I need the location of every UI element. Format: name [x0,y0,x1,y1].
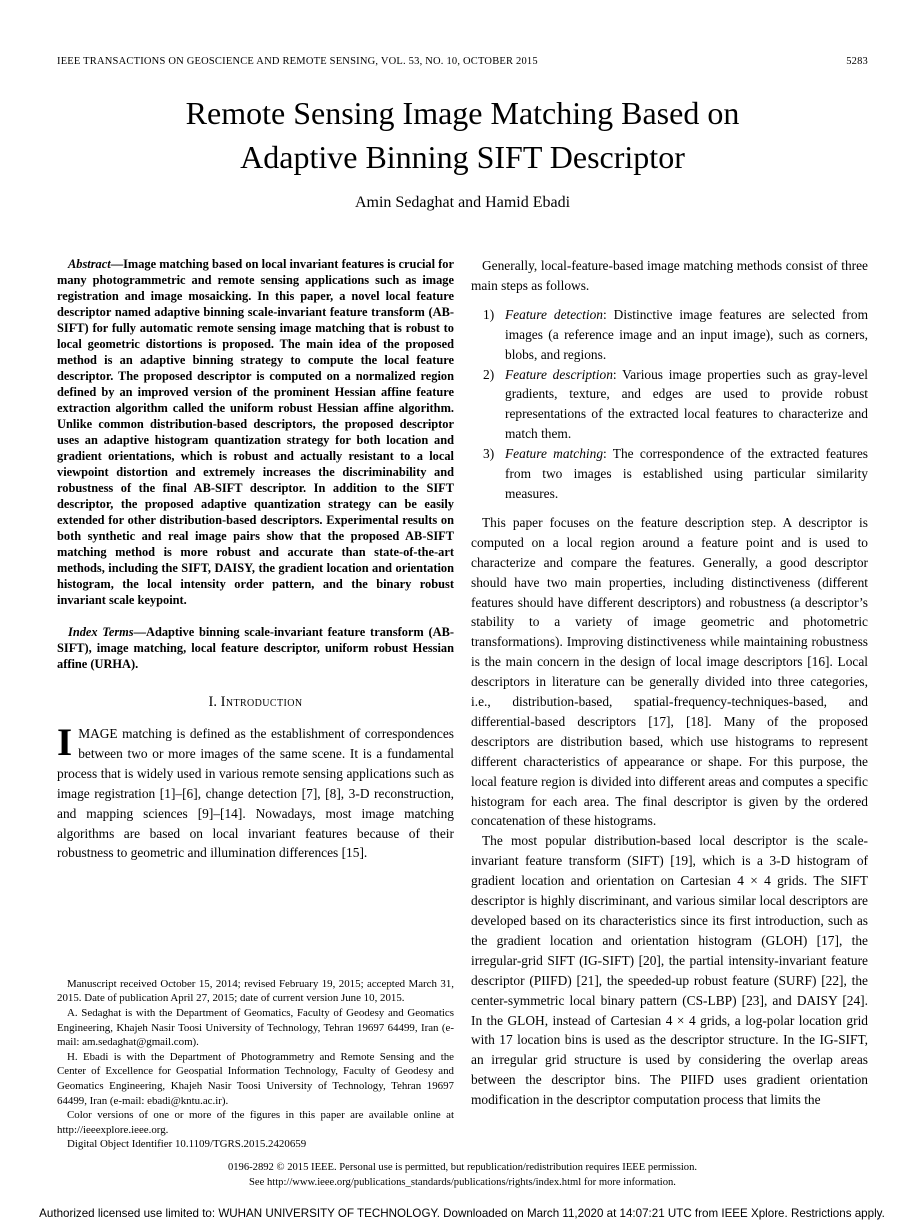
drop-cap: I [57,721,73,764]
abstract-label: Abstract [68,257,111,271]
rights-info-line: See http://www.ieee.org/publications_standards/publications/rights/index.html for more information. [249,1176,676,1188]
first-page-footnotes [57,977,454,1152]
footnote-author2-affiliation: H. Ebadi is with the Department of Photogrammetry and Remote Sensing and the Center of Excellence for Geospatial Information Technology, Faculty of Geodesy and Geomatics Engineering, Khajeh Nasir Toosi University of Technology, Tehran 19697 64499, Iran (e-mail: ebadi@kntu.ac.ir). [57,1050,454,1107]
copyright-footer [57,1161,868,1190]
list-item-feature-matching [471,444,868,504]
paragraph-steps-intro: Generally, local-feature-based image matching methods consist of three main steps as follows. [471,258,868,293]
paper-title-line1: Remote Sensing Image Matching Based on [185,95,740,131]
footnote-doi: Digital Object Identifier 10.1109/TGRS.2015.2420659 [67,1138,307,1151]
copyright-line: 0196-2892 © 2015 IEEE. Personal use is permitted, but republication/redistribution requires IEEE permission. [227,1162,698,1173]
list-number-2: 2) [483,366,495,382]
index-terms-text: —Adaptive binning scale-invariant feature transform (AB-SIFT), image matching, local feature descriptor, uniform robust Hessian affine (URHA). [57,625,454,671]
section-title: Introduction [220,694,303,710]
abstract-text: —Image matching based on local invariant features is crucial for many photogrammetric and remote sensing applications such as image registration and image mosaicking. In this paper, a novel local feature descriptor named adaptive binning scale-invariant feature transform (AB-SIFT) for fully automatic remote sensing image matching that is robust to local geometric distortions is proposed. The main idea of the proposed method is an adaptive binning strategy to compute the local feature descriptor. The proposed descriptor is computed on a normalized region defined by an improved version of the prominent Hessian affine feature extraction algorithm called the uniform robust Hessian affine algorithm. Unlike common distribution-based descriptors, the proposed descriptor uses an adaptive histogram quantization strategy for both location and gradient orientations, which is robust and actually resistant to a local viewpoint distortion and extremely increases the discriminability and robustness of the final AB-SIFT descriptor. In addition to the SIFT descriptor, the proposed adaptive quantization strategy can be easily extended for other distribution-based descriptors. Experimental results on both synthetic and real image pairs show that the proposed AB-SIFT matching method is more robust and accurate than state-of-the-art methods, including the SIFT, DAISY, the gradient location and orientation histogram, the local intensity order pattern, and the binary robust invariant scale keypoint. [57,257,454,607]
two-column-body [57,256,868,1152]
paragraph-sift-related-work: The most popular distribution-based local descriptor is the scale-invariant feature transform (SIFT) [19], which is a 3-D histogram of gradient location and orientation on Cartesian 4 × 4 grids. The SIFT descriptor is highly discriminant, and various similar local descriptors are developed based on its characteristics since its first introduction, such as the gradient location and orientation histogram (GLOH) [17], the irregular-grid SIFT (IG-SIFT) [20], the partial intensity-invariant feature descriptor (PIIFD) [21], the speeded-up robust feature (SURF) [22], the center-symmetric local binary pattern (CS-LBP) [23], and DAISY [24]. In the GLOH, instead of Cartesian 4 × 4 grids, a log-polar location grid with 17 location bins is used as the descriptor structure. In the IG-SIFT, an irregular grid structure is used by considering the overlap areas between the descriptor bins. The PIIFD uses gradient orientation modification in the descriptor computation process that limits the [471,833,868,1108]
list-label-3: Feature matching [505,446,604,462]
authors: Amin Sedaghat and Hamid Ebadi [354,194,571,211]
list-number-1: 1) [483,306,495,322]
introduction-text: MAGE matching is defined as the establishment of correspondences between two or more images of the same scene. It is a fundamental process that is widely used in various remote sensing applications such as image registration [1]–[6], change detection [7], [8], 3-D reconstruction, and mapping sciences [9]–[14]. Nowadays, most image matching algorithms are based on local invariant features because of their robustness to geometric and illumination differences [15]. [57,726,454,861]
paper-title-line2: Adaptive Binning SIFT Descriptor [240,139,685,175]
index-terms-label: Index Terms [68,625,134,639]
list-label-1: Feature detection [505,306,603,322]
list-label-2: Feature description [505,366,613,382]
introduction-paragraph [57,721,454,863]
page-number: 5283 [846,56,868,67]
list-number-3: 3) [483,446,495,462]
journal-header: IEEE TRANSACTIONS ON GEOSCIENCE AND REMOTE SENSING, VOL. 53, NO. 10, OCTOBER 2015 [57,56,538,67]
right-column [471,256,868,1152]
paragraph-descriptor-properties: This paper focuses on the feature description step. A descriptor is computed on a local region around a feature point and is used to characterize and compare the features. Generally, a good descriptor should have two main properties, including distinctiveness (different features should have different descriptors) and robustness (a descriptor’s stability to a variety of image geometric and photometric transformations). Improving distinctiveness while maintaining robustness is the main concern in the design of local image descriptors [16]. Local descriptors in literature can be generally divided into three categories, i.e., distribution-based, spatial-frequency-techniques-based, and differential-based descriptors [17], [18]. Many of the proposed descriptors are distribution based, which use histograms to represent different characteristics of appearance or shape. For this purpose, the local feature region is divided into different areas and computes a specific histogram for each area. The final descriptor is given by the ordered concatenation of these histograms. [471,514,868,829]
running-head [57,0,868,67]
footnote-author1-affiliation: A. Sedaghat is with the Department of Geomatics, Faculty of Geodesy and Geomatics Engineering, Khajeh Nasir Toosi University of Technology, Tehran 19697 64499, Iran (e-mail: am.sedaghat@gmail.com). [57,1007,454,1049]
list-text-2: : Various image properties such as gray-level gradients, texture, and edges are used to provide robust representations of the extracted local features to characterize and match them. [505,366,868,442]
left-column [57,256,454,1152]
xplore-license-watermark: Authorized licensed use limited to: WUHAN UNIVERSITY OF TECHNOLOGY. Downloaded on March 11,2020 at 14:07:21 UTC from IEEE Xplore. Restrictions apply. [39,1207,885,1220]
section-heading-introduction [57,694,454,711]
list-text-3: : The correspondence of the extracted features from two images is established using particular similarity measures. [505,446,868,501]
matching-steps-list [471,305,868,504]
abstract-paragraph [57,256,454,608]
paper-title [57,91,868,179]
list-item-feature-description [471,365,868,445]
list-text-1: : Distinctive image features are selected from images (a reference image and an input image), such as corners, blobs, and regions. [505,306,868,362]
section-number: I. [208,694,217,710]
footnote-manuscript-history: Manuscript received October 15, 2014; revised February 19, 2015; accepted March 31, 2015. Date of publication April 27, 2015; date of current version June 10, 2015. [57,977,454,1005]
footnote-color-versions: Color versions of one or more of the figures in this paper are available online at http://ieeexplore.ieee.org. [57,1109,454,1136]
index-terms-paragraph [57,624,454,672]
list-item-feature-detection [471,305,868,365]
